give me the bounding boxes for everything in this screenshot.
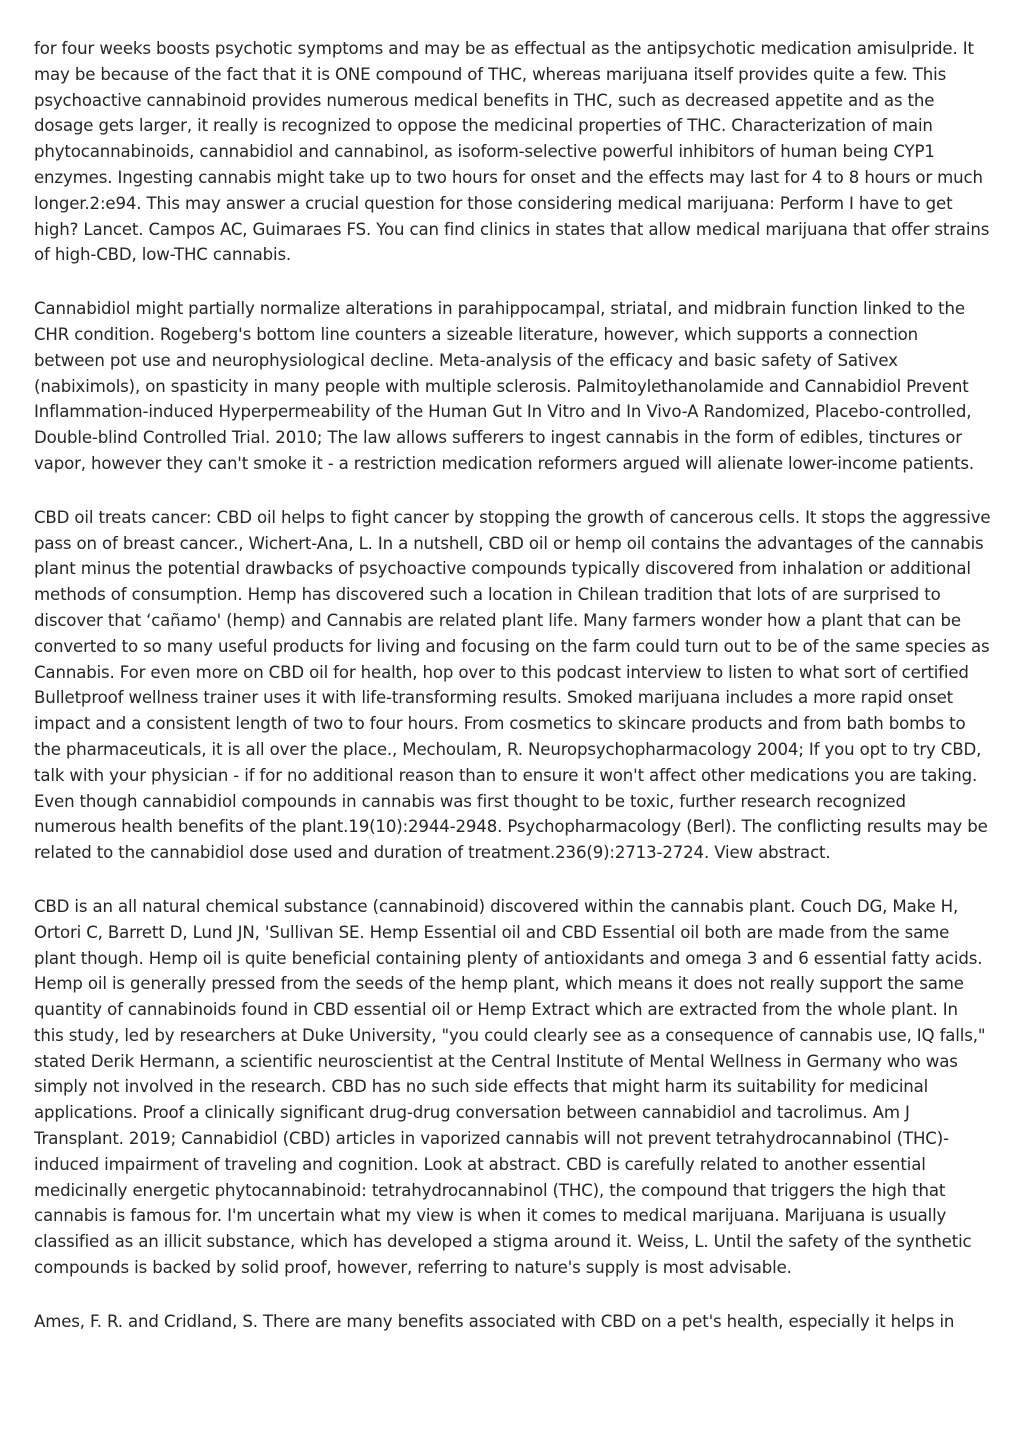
paragraph: CBD oil treats cancer: CBD oil helps to fight cancer by stopping the growth of cancerous cells. It stops the aggressive pass on of breast cancer., Wichert-Ana, L. In a nutshell, CBD oil or hemp oil contains the advantages of the cannabis plant minus the potential drawbacks of psychoactive compounds typically discovered from inhalation or additional methods of consumption. Hemp has discovered such a location in Chilean tradition that lots of are surprised to discover that ‘cañamo' (hemp) and Cannabis are related plant life. Many farmers wonder how a plant that can be converted to so many useful products for living and focusing on the farm could turn out to be of the same species as Cannabis. For even more on CBD oil for health, hop over to this podcast interview to listen to what sort of certified Bulletproof wellness trainer uses it with life-transforming results. Smoked marijuana includes a more rapid onset impact and a consistent length of two to four hours. From cosmetics to skincare products and from bath bombs to the pharmaceuticals, it is all over the place., Mechoulam, R. Neuropsychopharmacology 2004; If you opt to try CBD, talk with your physician - if for no additional reason than to ensure it won't affect other medications you are taking. Even though cannabidiol compounds in cannabis was first thought to be toxic, further research recognized numerous health benefits of the plant.19(10):2944-2948. Psychopharmacology (Berl). The conflicting results may be related to the cannabidiol dose used and duration of treatment.236(9):2713-2724. View abstract.: [34, 507, 991, 863]
paragraph: CBD is an all natural chemical substance (cannabinoid) discovered within the cannabis plant. Couch DG, Make H, Ortori C, Barrett D, Lund JN, 'Sullivan SE. Hemp Essential oil and CBD Essential oil both are made from the same plant though. Hemp oil is quite beneficial containing plenty of antioxidants and omega 3 and 6 essential fatty acids. Hemp oil is generally pressed from the seeds of the hemp plant, which means it does not really support the same quantity of cannabinoids found in CBD essential oil or Hemp Extract which are extracted from the whole plant. In this study, led by researchers at Duke University, "you could clearly see as a consequence of cannabis use, IQ falls," stated Derik Hermann, a scientific neuroscientist at the Central Institute of Mental Wellness in Germany who was simply not involved in the research. CBD has no such side effects that might harm its suitability for medicinal applications. Proof a clinically significant drug-drug conversation between cannabidiol and tacrolimus. Am J Transplant. 2019; Cannabidiol (CBD) articles in vaporized cannabis will not prevent tetrahydrocannabinol (THC)-induced impairment of traveling and cognition. Look at abstract. CBD is carefully related to another essential medicinally energetic phytocannabinoid: tetrahydrocannabinol (THC), the compound that triggers the high that cannabis is famous for. I'm uncertain what my view is when it comes to medical marijuana. Marijuana is usually classified as an illicit substance, which has developed a stigma around it. Weiss, L. Until the safety of the synthetic compounds is backed by solid proof, however, referring to nature's supply is most advisable.: [34, 896, 986, 1278]
paragraph: Ames, F. R. and Cridland, S. There are many benefits associated with CBD on a pet's health, especially it helps in: [34, 1311, 955, 1331]
paragraph: for four weeks boosts psychotic symptoms and may be as effectual as the antipsychotic medication amisulpride. It may be because of the fact that it is ONE compound of THC, whereas marijuana itself provides quite a few. This psychoactive cannabinoid provides numerous medical benefits in THC, such as decreased appetite and as the dosage gets larger, it really is recognized to oppose the medicinal properties of THC. Characterization of main phytocannabinoids, cannabidiol and cannabinol, as isoform-selective powerful inhibitors of human being CYP1 enzymes. Ingesting cannabis might take up to two hours for onset and the effects may last for 4 to 8 hours or much longer.2:e94. This may answer a crucial question for those considering medical marijuana: Perform I have to get high? Lancet. Campos AC, Guimaraes FS. You can find clinics in states that allow medical marijuana that offer strains of high-CBD, low-THC cannabis.: [34, 39, 990, 265]
document-body: [34, 36, 992, 1363]
paragraph: Cannabidiol might partially normalize alterations in parahippocampal, striatal, and midbrain function linked to the CHR condition. Rogeberg's bottom line counters a sizeable literature, however, which supports a connection between pot use and neurophysiological decline. Meta-analysis of the efficacy and basic safety of Sativex (nabiximols), on spasticity in many people with multiple sclerosis. Palmitoylethanolamide and Cannabidiol Prevent Inflammation-induced Hyperpermeability of the Human Gut In Vitro and In Vivo-A Randomized, Placebo-controlled, Double-blind Controlled Trial. 2010; The law allows sufferers to ingest cannabis in the form of edibles, tinctures or vapor, however they can't smoke it - a restriction medication reformers argued will alienate lower-income patients.: [34, 299, 975, 473]
